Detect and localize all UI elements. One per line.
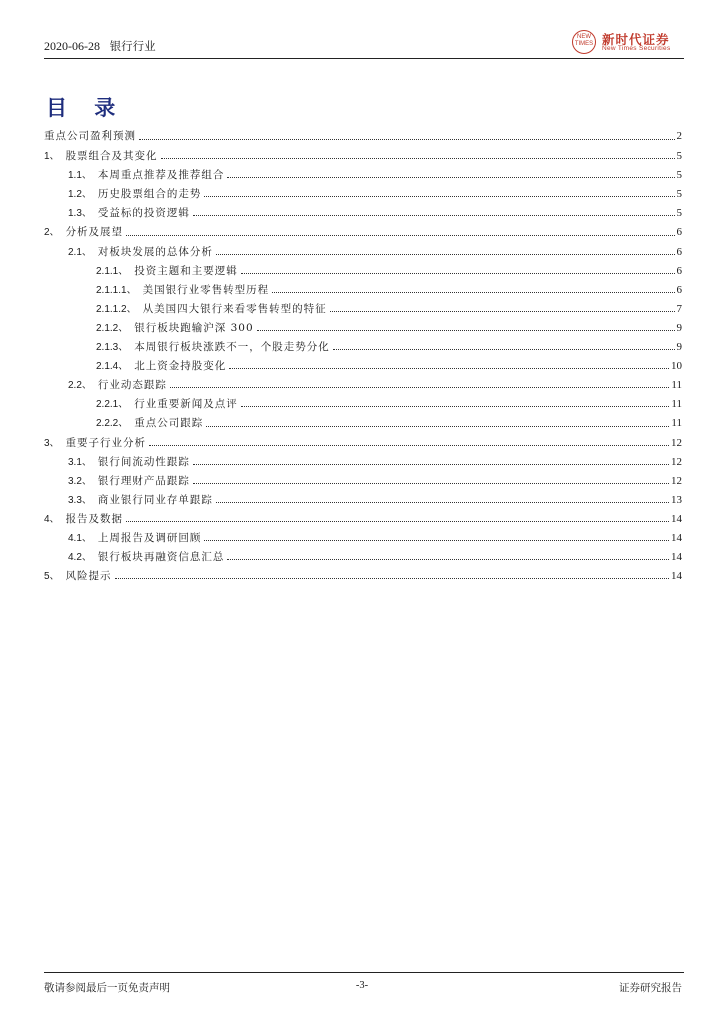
footer-divider (44, 972, 684, 973)
toc-entry-page: 6 (676, 283, 682, 296)
table-of-contents (44, 128, 682, 586)
toc-entry-title: 行业重要新闻及点评 (134, 398, 238, 411)
logo-english-name: New Times Securities (602, 45, 671, 52)
toc-entry-title: 银行板块跑输沪深 300 (134, 321, 254, 334)
toc-entry-number: 1.3、 (68, 208, 92, 220)
toc-entry-page: 11 (671, 379, 682, 392)
toc-entry-title: 历史股票组合的走势 (97, 188, 202, 201)
toc-entry-page: 6 (676, 264, 682, 277)
toc-leader-dots (333, 349, 675, 350)
toc-entry-page: 6 (676, 245, 682, 258)
toc-entry-title: 商业银行同业存单跟踪 (97, 493, 213, 506)
toc-entry-page: 2 (676, 130, 682, 142)
toc-entry-title: 本周银行板块涨跌不一，个股走势分化 (134, 341, 330, 354)
toc-leader-dots (216, 502, 669, 503)
toc-entry[interactable] (44, 472, 682, 491)
toc-entry-title: 银行间流动性跟踪 (97, 455, 190, 468)
footer-report-type: 证券研究报告 (619, 982, 682, 994)
toc-entry[interactable] (44, 262, 682, 281)
toc-entry-number: 5、 (44, 571, 60, 583)
toc-entry[interactable] (44, 357, 682, 376)
toc-entry-number: 3.1、 (68, 456, 92, 468)
toc-entry-number: 3.2、 (68, 475, 92, 487)
toc-leader-dots (206, 426, 669, 427)
toc-entry-page: 5 (676, 188, 682, 201)
toc-entry-number: 1.1、 (68, 170, 92, 182)
toc-entry-title: 银行理财产品跟踪 (97, 474, 190, 487)
toc-leader-dots (272, 292, 674, 293)
toc-entry-title: 对板块发展的总体分析 (97, 245, 213, 258)
toc-leader-dots (241, 273, 675, 274)
toc-entry-number: 4、 (44, 513, 60, 525)
toc-entry[interactable] (44, 128, 682, 147)
toc-leader-dots (229, 368, 669, 369)
toc-entry-title: 从美国四大银行来看零售转型的特征 (142, 302, 327, 315)
page-header (44, 38, 156, 54)
toc-entry-title: 风险提示 (65, 570, 112, 583)
toc-leader-dots (227, 177, 674, 178)
toc-entry[interactable] (44, 185, 682, 204)
toc-entry-title: 重点公司盈利预测 (44, 130, 136, 142)
toc-entry[interactable] (44, 243, 682, 262)
toc-entry-page: 12 (671, 474, 682, 487)
toc-entry-number: 2.2.2、 (96, 418, 129, 430)
toc-leader-dots (115, 578, 669, 579)
toc-entry-title: 受益标的投资逻辑 (97, 207, 190, 220)
toc-entry-page: 13 (671, 493, 682, 506)
toc-title: 目 录 (46, 96, 126, 120)
toc-entry-title: 行业动态跟踪 (97, 379, 167, 392)
toc-entry[interactable] (44, 395, 682, 414)
toc-entry-number: 2.1.2、 (96, 322, 129, 334)
toc-entry-page: 9 (676, 321, 682, 334)
toc-entry-page: 14 (671, 570, 682, 583)
toc-entry[interactable] (44, 510, 682, 529)
toc-entry[interactable] (44, 223, 682, 242)
toc-entry-title: 上周报告及调研回顾 (97, 531, 202, 544)
toc-leader-dots (161, 158, 675, 159)
toc-entry-page: 12 (671, 455, 682, 468)
toc-leader-dots (216, 254, 675, 255)
toc-entry-title: 重要子行业分析 (65, 436, 147, 449)
logo-chinese-name: 新时代证券 (602, 32, 670, 47)
toc-entry-page: 11 (671, 417, 682, 430)
toc-entry[interactable] (44, 281, 682, 300)
toc-leader-dots (227, 559, 669, 560)
logo-badge-icon: NEW TIMES (572, 30, 596, 54)
toc-entry-page: 5 (676, 207, 682, 220)
toc-entry-number: 2.1.1.2、 (96, 303, 137, 315)
toc-entry-number: 2、 (44, 227, 60, 239)
toc-entry[interactable] (44, 529, 682, 548)
toc-leader-dots (193, 483, 669, 484)
toc-entry[interactable] (44, 147, 682, 166)
toc-leader-dots (241, 406, 670, 407)
report-date: 2020-06-28 (44, 39, 100, 53)
toc-leader-dots (126, 235, 674, 236)
toc-entry-page: 6 (676, 226, 682, 239)
toc-entry-title: 重点公司跟踪 (134, 417, 204, 430)
footer-disclaimer: 敬请参阅最后一页免责声明 (44, 982, 170, 994)
toc-entry-number: 2.2、 (68, 380, 92, 392)
toc-entry-number: 1.2、 (68, 189, 92, 201)
toc-entry-number: 3.3、 (68, 494, 92, 506)
toc-entry-number: 4.2、 (68, 552, 92, 564)
toc-entry[interactable] (44, 414, 682, 433)
toc-leader-dots (193, 215, 675, 216)
toc-entry[interactable] (44, 376, 682, 395)
toc-entry-page: 7 (676, 302, 682, 315)
toc-leader-dots (170, 387, 670, 388)
toc-entry-title: 本周重点推荐及推荐组合 (97, 169, 225, 182)
toc-entry-number: 1、 (44, 151, 60, 163)
toc-entry[interactable] (44, 204, 682, 223)
toc-entry[interactable] (44, 300, 682, 319)
toc-leader-dots (330, 311, 675, 312)
toc-entry-page: 11 (671, 398, 682, 411)
toc-entry-number: 4.1、 (68, 532, 92, 544)
toc-entry-page: 14 (671, 531, 682, 544)
toc-entry-title: 北上资金持股变化 (134, 360, 227, 373)
toc-entry-title: 分析及展望 (65, 226, 124, 239)
page-number: -3- (355, 980, 369, 991)
report-category: 银行行业 (109, 39, 156, 53)
toc-entry-title: 报告及数据 (65, 512, 124, 525)
header-divider (44, 58, 684, 59)
toc-entry-number: 2.1.1、 (96, 265, 129, 277)
toc-leader-dots (257, 330, 675, 331)
toc-entry-number: 2.2.1、 (96, 399, 129, 411)
toc-entry[interactable] (44, 434, 682, 453)
toc-entry-page: 14 (671, 512, 682, 525)
toc-entry-number: 2.1.4、 (96, 361, 129, 373)
toc-entry-page: 5 (676, 150, 682, 163)
toc-entry-number: 2.1.1.1、 (96, 284, 137, 296)
toc-leader-dots (204, 540, 669, 541)
toc-leader-dots (149, 445, 669, 446)
toc-entry-title: 美国银行业零售转型历程 (142, 283, 270, 296)
toc-entry-page: 12 (671, 436, 682, 449)
toc-entry[interactable] (44, 567, 682, 586)
toc-entry[interactable] (44, 166, 682, 185)
toc-entry-page: 14 (671, 551, 682, 564)
toc-entry-title: 银行板块再融资信息汇总 (97, 551, 225, 564)
toc-entry-page: 5 (676, 169, 682, 182)
toc-entry[interactable] (44, 453, 682, 472)
toc-entry-number: 2.1、 (68, 246, 92, 258)
toc-leader-dots (139, 139, 675, 140)
toc-leader-dots (126, 521, 669, 522)
toc-leader-dots (204, 196, 674, 197)
toc-entry[interactable] (44, 338, 682, 357)
toc-entry[interactable] (44, 491, 682, 510)
toc-entry-number: 2.1.3、 (96, 342, 129, 354)
toc-entry[interactable] (44, 548, 682, 567)
toc-entry[interactable] (44, 319, 682, 338)
toc-entry-page: 9 (676, 341, 682, 354)
toc-entry-page: 10 (671, 360, 682, 373)
toc-entry-title: 股票组合及其变化 (65, 150, 158, 163)
toc-entry-title: 投资主题和主要逻辑 (134, 264, 238, 277)
toc-entry-number: 3、 (44, 437, 60, 449)
company-logo (572, 28, 684, 54)
toc-leader-dots (193, 464, 669, 465)
